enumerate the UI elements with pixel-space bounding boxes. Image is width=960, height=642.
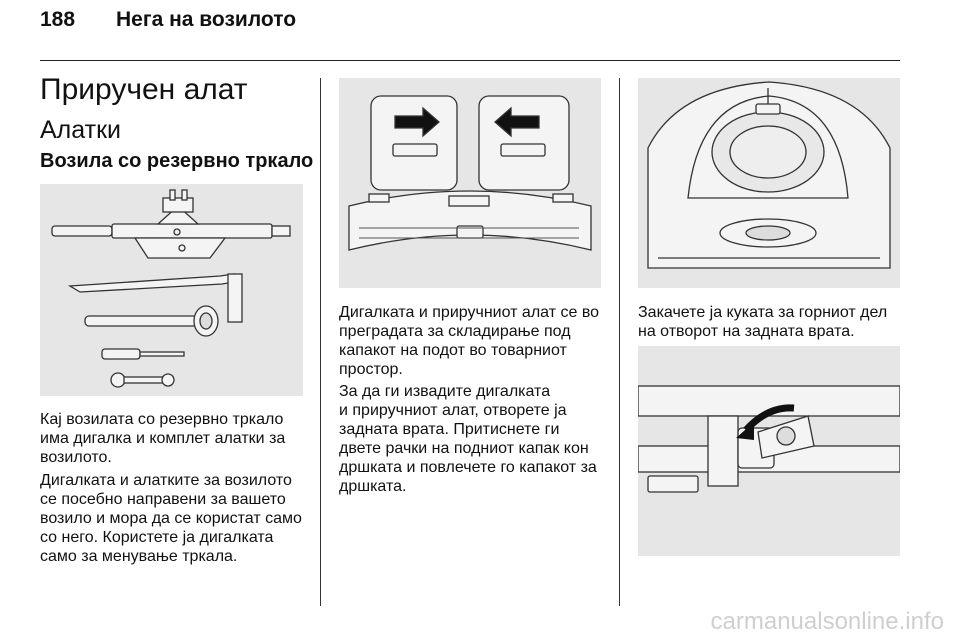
text-line: двете рачки на подниот капак кон: [339, 440, 589, 457]
hook-paragraph: [638, 303, 887, 341]
text-line: За да ги извадите дигалката: [339, 383, 551, 400]
header-rule: [40, 60, 900, 61]
column-divider-2: [619, 78, 620, 606]
text-line: преградата за складирање под: [339, 323, 571, 340]
location-paragraph: [339, 303, 599, 379]
text-line: Закачете ја куката за горниот дел: [638, 304, 888, 321]
text-line: Кај возилата со резервно тркало: [40, 411, 284, 428]
text-line: простор.: [339, 361, 403, 378]
watermark: carmanualsonline.info: [710, 608, 944, 635]
text-line: возило и мора да се користат само: [40, 510, 302, 527]
text-line: само за менување тркала.: [40, 548, 238, 565]
text-line: се посебно направени за вашето: [40, 491, 286, 508]
text-line: на отворот на задната врата.: [638, 323, 855, 340]
usage-paragraph: [40, 471, 302, 566]
column-divider-1: [320, 78, 321, 606]
cargo-area-illustration: [638, 78, 900, 288]
text-line: капакот на подот во товарниот: [339, 342, 567, 359]
text-line: има дигалка и комплет алатки за: [40, 430, 286, 447]
running-title: Нега на возилото: [116, 8, 297, 31]
intro-paragraph: [40, 410, 285, 467]
text-line: задната врата. Притиснете ги: [339, 421, 560, 438]
removal-paragraph: [339, 382, 597, 496]
text-line: Дигалката и алатките за возилото: [40, 472, 292, 489]
hook-attachment-illustration: [638, 346, 900, 556]
text-line: и приручниот алат, отворете ја: [339, 402, 567, 419]
text-line: дршката.: [339, 478, 407, 495]
text-line: Дигалката и приручниот алат се во: [339, 304, 600, 321]
floor-cover-handles-illustration: [339, 78, 601, 288]
topic-heading: Возила со резервно тркало: [40, 150, 314, 172]
subsection-heading: Алатки: [40, 116, 121, 144]
page-number: 188: [40, 8, 76, 31]
text-line: со него. Користете ја дигалката: [40, 529, 274, 546]
section-heading: Приручен алат: [40, 73, 248, 106]
text-line: дршката и повлечете го капакот за: [339, 459, 597, 476]
text-line: возилото.: [40, 449, 112, 466]
jack-and-tools-illustration: [40, 184, 303, 396]
